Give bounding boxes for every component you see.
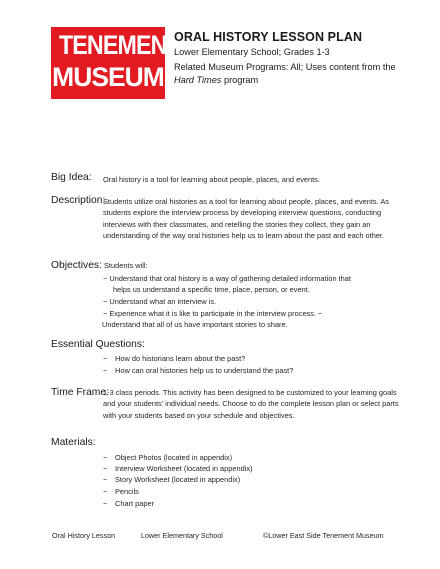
material-text: Pencils — [115, 487, 139, 496]
material-text: Interview Worksheet (located in appendix) — [115, 464, 253, 473]
materials-label: Materials: — [51, 437, 96, 448]
material-text: Chart paper — [115, 499, 155, 508]
related-programs — [174, 61, 414, 87]
big-idea-label: Big Idea: — [51, 172, 92, 183]
big-idea-text: Oral history is a tool for learning about people, places, and events. — [103, 175, 320, 184]
footer-center: Lower Elementary School — [141, 531, 223, 540]
footer-left: Oral History Lesson — [52, 531, 116, 540]
material-item: − Interview Worksheet (located in appendix) — [103, 464, 253, 473]
school-grades: Lower Elementary School; Grades 1-3 — [174, 47, 330, 57]
description-text: Students utilize oral histories as a tool for learning about people, places, and events. As students explore the interview process by developing interview questions, conducting interviews with their classmates, and retelling the stories they collect, they gain an understanding of the way oral histories help us to learn about the past and each other. — [103, 197, 389, 241]
material-item: − Story Worksheet (located in appendix) — [103, 475, 241, 484]
time-frame-label: Time Frame: — [51, 387, 109, 398]
question-text: How can oral histories help us to understand the past? — [115, 366, 294, 375]
objective-item: Understand that all of us have important stories to share. — [102, 320, 288, 329]
logo-line-2: MUSEUM — [52, 62, 164, 92]
material-item: − Chart paper — [103, 499, 155, 508]
description-label: Description: — [51, 195, 106, 206]
related-programs-italic: Hard Times — [174, 75, 222, 85]
objectives-label: Objectives: — [51, 260, 102, 271]
page-title: ORAL HISTORY LESSON PLAN — [174, 30, 363, 44]
logo-line-1: TENEMENT — [58, 30, 180, 60]
objective-item: − Understand that oral history is a way of gathering detailed information that — [103, 274, 351, 283]
material-item: − Object Photos (located in appendix) — [103, 453, 233, 462]
material-item: − Pencils — [103, 487, 139, 496]
question-item: − How can oral histories help us to understand the past? — [103, 366, 294, 375]
objective-item: − Experience what it is like to participate in the interview process. − — [103, 309, 323, 318]
footer-right: ©Lower East Side Tenement Museum — [263, 531, 384, 540]
essential-questions-label: Essential Questions: — [51, 339, 145, 350]
objective-item: helps us understand a specific time, place, person, or event. — [113, 285, 310, 294]
related-programs-suffix: program — [221, 75, 259, 85]
time-frame-text: 1-3 class periods. This activity has been designed to be customized to your learning goals and your students’ individual needs. Choose to do the complete lesson plan or select parts with your students based on your schedule and objectives. — [103, 388, 399, 420]
related-programs-prefix: Related Museum Programs: All; Uses content from the — [174, 62, 396, 72]
objective-item: − Understand what an interview is. — [103, 297, 217, 306]
objectives-intro: Students will: — [104, 261, 148, 270]
tenement-museum-logo — [51, 27, 180, 99]
material-text: Story Worksheet (located in appendix) — [115, 475, 241, 484]
question-item: − How do historians learn about the past? — [103, 354, 246, 363]
material-text: Object Photos (located in appendix) — [115, 453, 233, 462]
question-text: How do historians learn about the past? — [115, 354, 246, 363]
